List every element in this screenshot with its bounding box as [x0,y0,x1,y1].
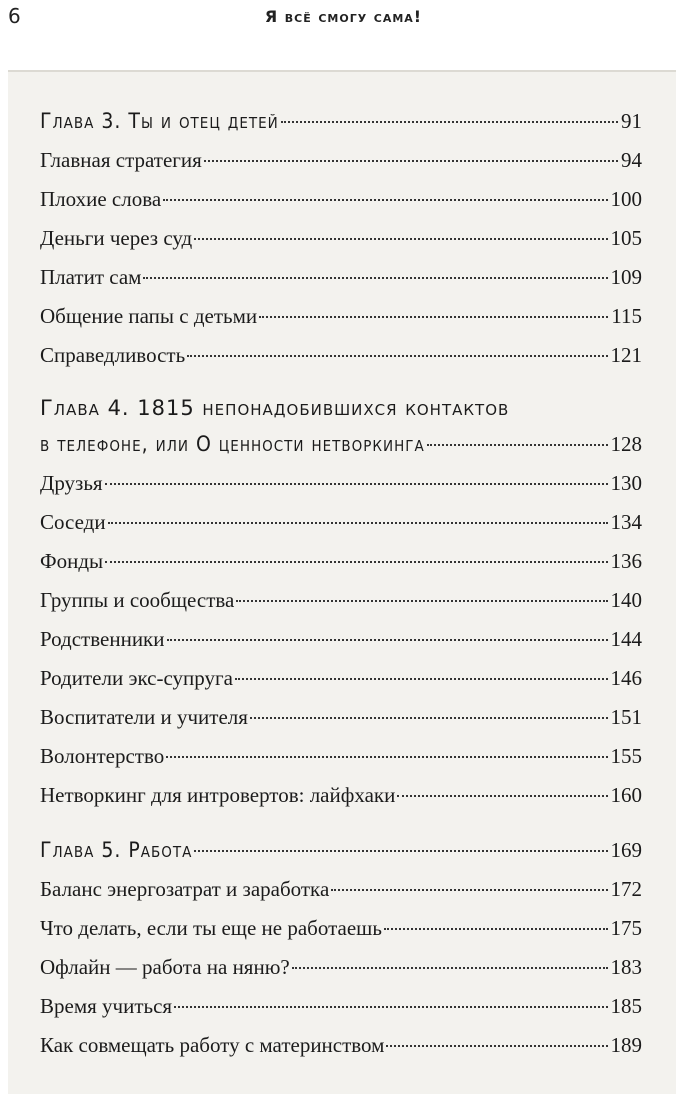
toc-item[interactable] [40,698,642,737]
toc-item-label: Воспитатели и учителя [40,705,248,729]
toc-item-label: Деньги через суд [40,226,193,250]
page-number: 6 [8,4,21,28]
toc-item[interactable] [40,219,642,258]
toc-item-label: Что делать, если ты еще не работаешь [40,916,382,940]
toc-item-label: Главная стратегия [40,148,202,172]
dot-leader [166,756,607,758]
dot-leader [167,639,608,641]
toc-item-label: Родители экс-супруга [40,666,233,690]
dot-leader [292,967,608,969]
toc-chapter-3[interactable] [40,102,642,141]
toc-item-label: Как совмещать работу с материнством [40,1033,385,1057]
dot-leader [236,600,607,602]
toc-item[interactable] [40,948,642,987]
toc-item-label: Фонды [40,549,104,573]
toc-item-page: 172 [610,877,642,901]
dot-leader [397,795,607,797]
toc-item[interactable] [40,1026,642,1065]
chapter-page: 169 [610,838,642,862]
toc-item-label: Платит сам [40,265,142,289]
toc-item-label: Офлайн — работа на няню? [40,955,290,979]
dot-leader [386,1045,607,1047]
dot-leader [187,355,607,357]
toc-item[interactable] [40,141,642,180]
toc-item[interactable] [40,180,642,219]
toc-item-label: Друзья [40,471,103,495]
toc-item-page: 183 [610,955,642,979]
toc-item[interactable] [40,503,642,542]
toc-item-page: 121 [610,343,642,367]
dot-leader [384,928,608,930]
toc-item-page: 140 [610,588,642,612]
toc-item-page: 134 [610,510,642,534]
dot-leader [105,561,607,563]
toc-item-page: 185 [610,994,642,1018]
toc-item[interactable] [40,258,642,297]
toc-item-label: Баланс энергозатрат и заработка [40,877,330,901]
toc-item[interactable] [40,620,642,659]
dot-leader [194,850,607,852]
toc-item-page: 136 [610,549,642,573]
toc-item-label: Соседи [40,510,106,534]
toc-item-label: Общение папы с детьми [40,304,258,328]
toc-item[interactable] [40,542,642,581]
toc-item-label: Родственники [40,627,165,651]
toc-item-page: 109 [610,265,642,289]
toc-item-page: 155 [610,744,642,768]
dot-leader [259,316,608,318]
toc-item-page: 146 [610,666,642,690]
chapter-title-line-1[interactable]: Глава 4. 1815 непонадобившихся контактов [40,396,510,420]
toc-item[interactable] [40,776,642,815]
dot-leader [174,1006,607,1008]
toc-item-page: 189 [610,1033,642,1057]
toc-item-page: 175 [610,916,642,940]
toc-item-page: 130 [610,471,642,495]
toc-item-page: 144 [610,627,642,651]
toc-item-page: 105 [610,226,642,250]
page-header [0,0,687,40]
toc-item[interactable] [40,909,642,948]
dot-leader [194,238,607,240]
chapter-title-line-2: в телефоне, или О ценности нетворкинга [40,432,425,456]
dot-leader [108,522,608,524]
dot-leader [204,160,618,162]
toc-item[interactable] [40,870,642,909]
toc-chapter-5[interactable] [40,831,642,870]
toc-item[interactable] [40,737,642,776]
chapter-page: 91 [621,109,642,133]
toc-item-page: 100 [610,187,642,211]
toc-item-label: Справедливость [40,343,186,367]
dot-leader [427,444,608,446]
table-of-contents [40,102,642,1065]
dot-leader [143,277,607,279]
toc-item-page: 115 [611,304,642,328]
running-title: Я всё смогу сама! [264,7,423,26]
toc-item-label: Группы и сообщества [40,588,235,612]
toc-item[interactable] [40,297,642,336]
toc-item-label: Волонтерство [40,744,165,768]
toc-item-label: Время учиться [40,994,173,1018]
toc-chapter-4[interactable] [40,425,642,464]
dot-leader [250,717,608,719]
toc-item[interactable] [40,336,642,375]
dot-leader [281,121,618,123]
dot-leader [163,199,607,201]
chapter-page: 128 [610,432,642,456]
toc-item[interactable] [40,659,642,698]
toc-item[interactable] [40,987,642,1026]
toc-item-page: 160 [610,783,642,807]
toc-item-page: 94 [621,148,642,172]
toc-item-page: 151 [610,705,642,729]
dot-leader [235,678,608,680]
dot-leader [331,889,607,891]
dot-leader [105,483,608,485]
toc-item[interactable] [40,464,642,503]
toc-item-label: Нетворкинг для интровертов: лайфхаки [40,783,396,807]
toc-item-label: Плохие слова [40,187,162,211]
toc-item[interactable] [40,581,642,620]
chapter-title: Глава 3. Ты и отец детей [40,109,279,133]
chapter-title: Глава 5. Работа [40,838,193,862]
